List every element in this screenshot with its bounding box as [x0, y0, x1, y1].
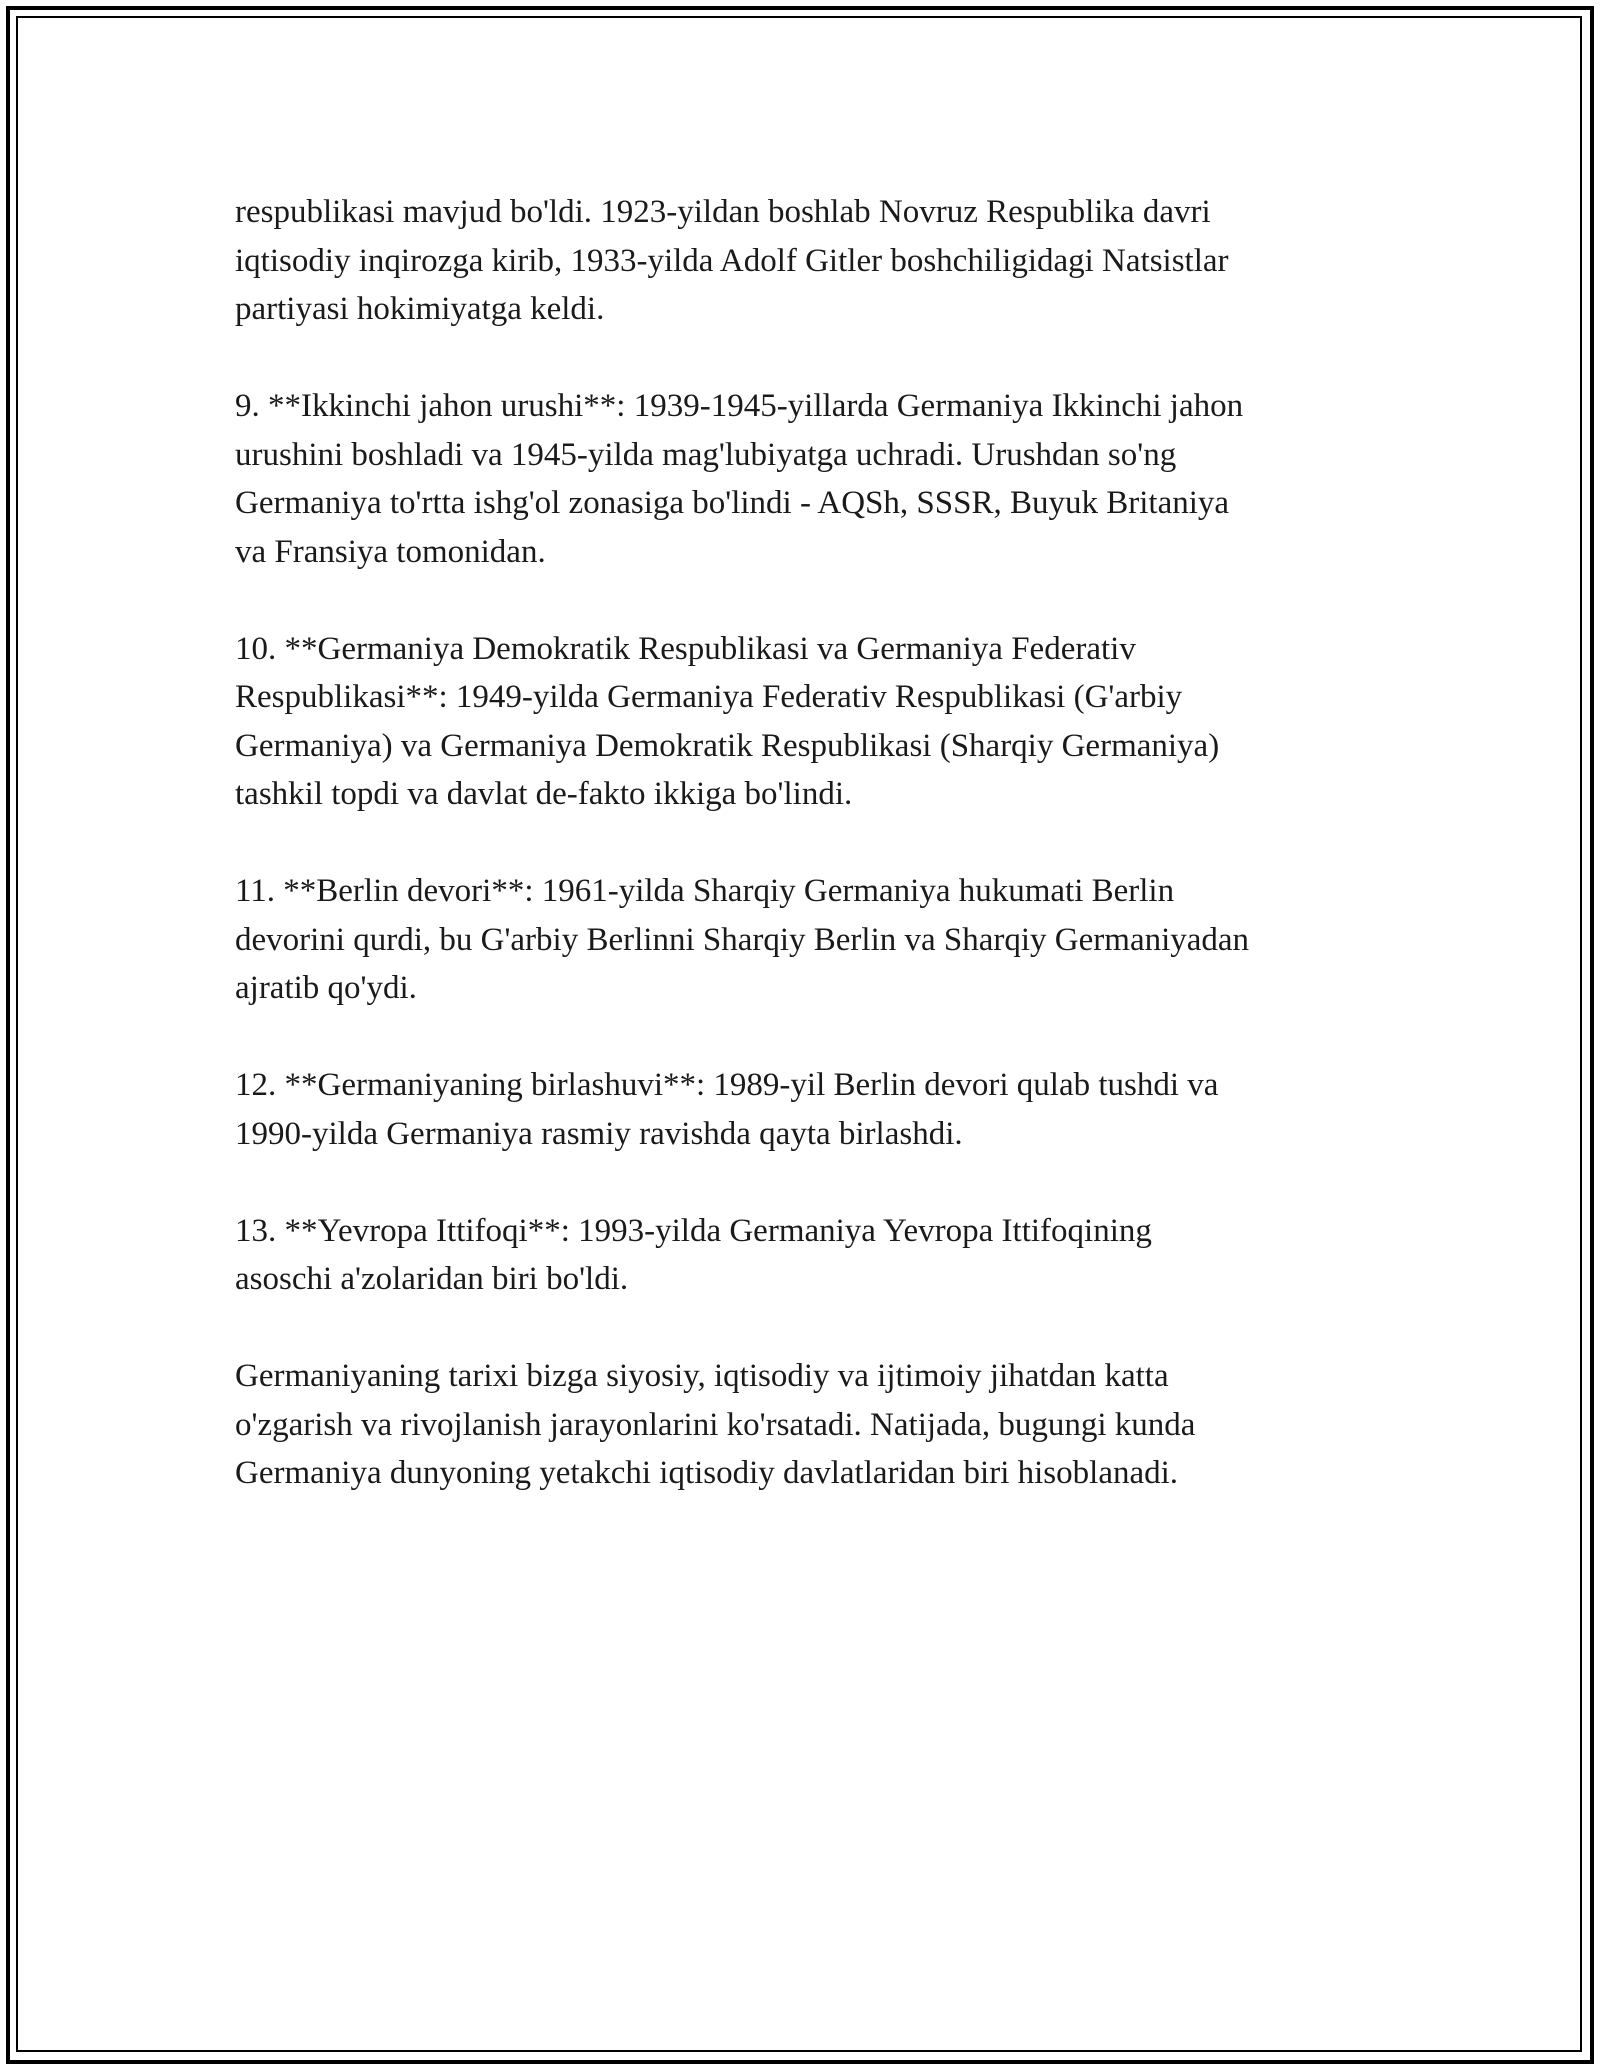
paragraph-intro-continuation [235, 188, 1385, 334]
text-line: asoschi a'zolaridan biri bo'ldi. [235, 1261, 629, 1297]
text-line: 1990-yilda Germaniya rasmiy ravishda qayta birlashdi. [235, 1115, 963, 1152]
text-line: tashkil topdi va davlat de-fakto ikkiga bo'lindi. [235, 776, 853, 812]
paragraph-conclusion [235, 1352, 1385, 1498]
text-line: 12. **Germaniyaning birlashuvi**: 1989-yil Berlin devori qulab tushdi va [235, 1067, 1219, 1103]
text-line: partiyasi hokimiyatga keldi. [235, 291, 605, 327]
text-line: 11. **Berlin devori**: 1961-yilda Sharqiy Germaniya hukumati Berlin [235, 873, 1175, 909]
list-item-10 [235, 625, 1385, 819]
text-line: 13. **Yevropa Ittifoqi**: 1993-yilda Germaniya Yevropa Ittifoqining [235, 1212, 1152, 1249]
text-line: Germaniya to'rtta ishg'ol zonasiga bo'lindi - AQSh, SSSR, Buyuk Britaniya [235, 485, 1230, 521]
text-line: o'zgarish va rivojlanish jarayonlarini ko'rsatadi. Natijada, bugungi kunda [235, 1406, 1196, 1443]
text-line: Germaniyaning tarixi bizga siyosiy, iqtisodiy va ijtimoiy jihatdan katta [235, 1358, 1169, 1394]
text-line: va Fransiya tomonidan. [235, 533, 546, 570]
list-item-12 [235, 1061, 1385, 1158]
text-line: Germaniya) va Germaniya Demokratik Respublikasi (Sharqiy Germaniya) [235, 727, 1220, 764]
text-line: devorini qurdi, bu G'arbiy Berlinni Sharqiy Berlin va Sharqiy Germaniyadan [235, 921, 1250, 958]
document-body [235, 188, 1385, 1546]
text-line: ajratib qo'ydi. [235, 970, 417, 1006]
list-item-13 [235, 1207, 1385, 1304]
text-line: Respublikasi**: 1949-yilda Germaniya Federativ Respublikasi (G'arbiy [235, 679, 1183, 715]
text-line: 10. **Germaniya Demokratik Respublikasi va Germaniya Federativ [235, 630, 1136, 667]
text-line: Germaniya dunyoning yetakchi iqtisodiy davlatlaridan biri hisoblanadi. [235, 1455, 1179, 1491]
text-line: urushini boshladi va 1945-yilda mag'lubiyatga uchradi. Urushdan so'ng [235, 436, 1177, 473]
text-line: iqtisodiy inqirozga kirib, 1933-yilda Adolf Gitler boshchiligidagi Natsistlar [235, 242, 1229, 279]
list-item-11 [235, 867, 1385, 1013]
text-line: respublikasi mavjud bo'ldi. 1923-yildan boshlab Novruz Respublika davri [235, 194, 1211, 230]
text-line: 9. **Ikkinchi jahon urushi**: 1939-1945-yillarda Germaniya Ikkinchi jahon [235, 388, 1244, 424]
list-item-9 [235, 382, 1385, 576]
